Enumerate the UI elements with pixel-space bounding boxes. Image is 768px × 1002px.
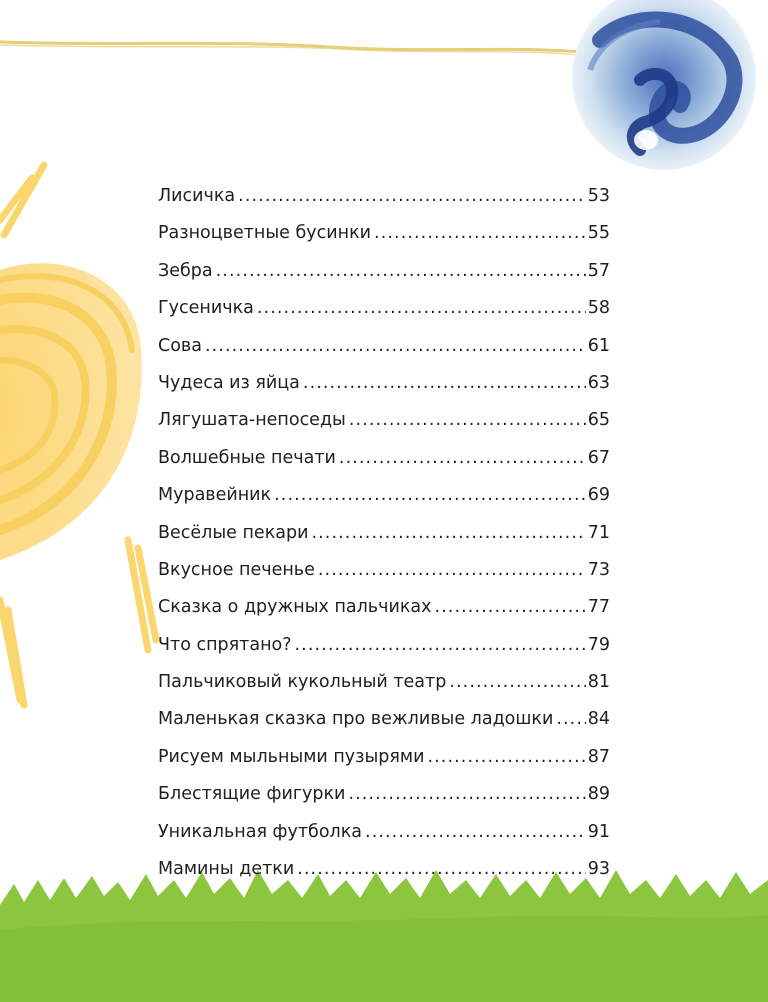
toc-entry-title: Рисуем мыльными пузырями [158, 746, 425, 767]
toc-entry-page: 69 [587, 485, 610, 506]
toc-entry-page: 55 [587, 223, 610, 244]
toc-entry-title: Сова [158, 335, 202, 356]
toc-entry-page: 93 [587, 859, 610, 880]
toc-entry-title: Весёлые пекари [158, 522, 309, 543]
toc-entry[interactable] [158, 851, 610, 888]
toc-entry[interactable] [158, 739, 610, 776]
toc-entry[interactable] [158, 589, 610, 626]
toc-dot-leader [427, 739, 585, 776]
toc-entry-page: 53 [587, 186, 610, 206]
moon-icon [572, 0, 756, 170]
toc-entry-page: 65 [587, 410, 610, 431]
toc-entry-page: 89 [587, 784, 610, 805]
toc-entry-title: Гусеничка [158, 298, 254, 319]
toc-entry-title: Разноцветные бусинки [158, 223, 372, 244]
toc-dot-leader [274, 477, 586, 514]
toc-entry-page: 67 [587, 447, 610, 468]
toc-entry-page: 61 [587, 335, 610, 356]
toc-entry-page: 58 [587, 298, 610, 319]
toc-entry[interactable] [158, 365, 610, 402]
toc-dot-leader [339, 440, 586, 477]
toc-dot-leader [238, 178, 586, 215]
toc-entry-title: Блестящие фигурки [158, 784, 346, 805]
toc-entry[interactable] [158, 178, 610, 215]
toc-entry-title: Лисичка [158, 186, 236, 206]
toc-entry-title: Пальчиковый кукольный театр [158, 672, 447, 693]
grass-icon [0, 870, 768, 1002]
toc-entry[interactable] [158, 402, 610, 439]
toc-dot-leader [205, 328, 586, 365]
toc-dot-leader [365, 814, 586, 851]
toc-dot-leader [303, 365, 586, 402]
toc-dot-leader [449, 664, 585, 701]
toc-dot-leader [297, 851, 585, 888]
table-of-contents [158, 178, 610, 888]
sun-icon [0, 165, 156, 705]
toc-entry-title: Чудеса из яйца [158, 372, 300, 393]
toc-entry[interactable] [158, 515, 610, 552]
toc-entry[interactable] [158, 215, 610, 252]
toc-dot-leader [348, 776, 585, 813]
toc-entry[interactable] [158, 627, 610, 664]
toc-entry[interactable] [158, 440, 610, 477]
toc-entry-title: Муравейник [158, 485, 272, 506]
toc-entry-page: 91 [587, 821, 610, 842]
toc-entry[interactable] [158, 477, 610, 514]
toc-entry-title: Что спрятано? [158, 634, 292, 655]
toc-entry-title: Вкусное печенье [158, 559, 315, 580]
toc-entry[interactable] [158, 776, 610, 813]
toc-entry-title: Лягушата-непоседы [158, 410, 346, 431]
toc-dot-leader [556, 701, 585, 738]
crayon-line-icon [0, 42, 580, 55]
toc-entry-title: Волшебные печати [158, 447, 336, 468]
toc-entry[interactable] [158, 328, 610, 365]
toc-entry-title: Мамины детки [158, 859, 295, 880]
toc-dot-leader [349, 402, 586, 439]
toc-entry-title: Сказка о дружных пальчиках [158, 597, 432, 618]
toc-entry-page: 77 [587, 597, 610, 618]
toc-entry[interactable] [158, 552, 610, 589]
toc-entry-title: Уникальная футболка [158, 821, 363, 842]
toc-dot-leader [434, 589, 585, 626]
toc-entry-page: 63 [587, 372, 610, 393]
toc-dot-leader [216, 253, 586, 290]
toc-entry[interactable] [158, 253, 610, 290]
toc-dot-leader [311, 515, 585, 552]
toc-entry-page: 84 [587, 709, 610, 730]
toc-dot-leader [257, 290, 586, 327]
toc-dot-leader [318, 552, 586, 589]
toc-entry[interactable] [158, 664, 610, 701]
toc-entry-page: 79 [587, 634, 610, 655]
toc-dot-leader [374, 215, 586, 252]
toc-entry-page: 71 [587, 522, 610, 543]
toc-entry-title: Маленькая сказка про вежливые ладошки [158, 709, 554, 730]
toc-entry-page: 87 [587, 746, 610, 767]
toc-entry[interactable] [158, 814, 610, 851]
toc-entry-page: 81 [587, 672, 610, 693]
toc-entry[interactable] [158, 701, 610, 738]
toc-entry[interactable] [158, 290, 610, 327]
toc-dot-leader [295, 627, 586, 664]
toc-entry-title: Зебра [158, 260, 213, 281]
toc-entry-page: 73 [587, 559, 610, 580]
toc-entry-page: 57 [587, 260, 610, 281]
